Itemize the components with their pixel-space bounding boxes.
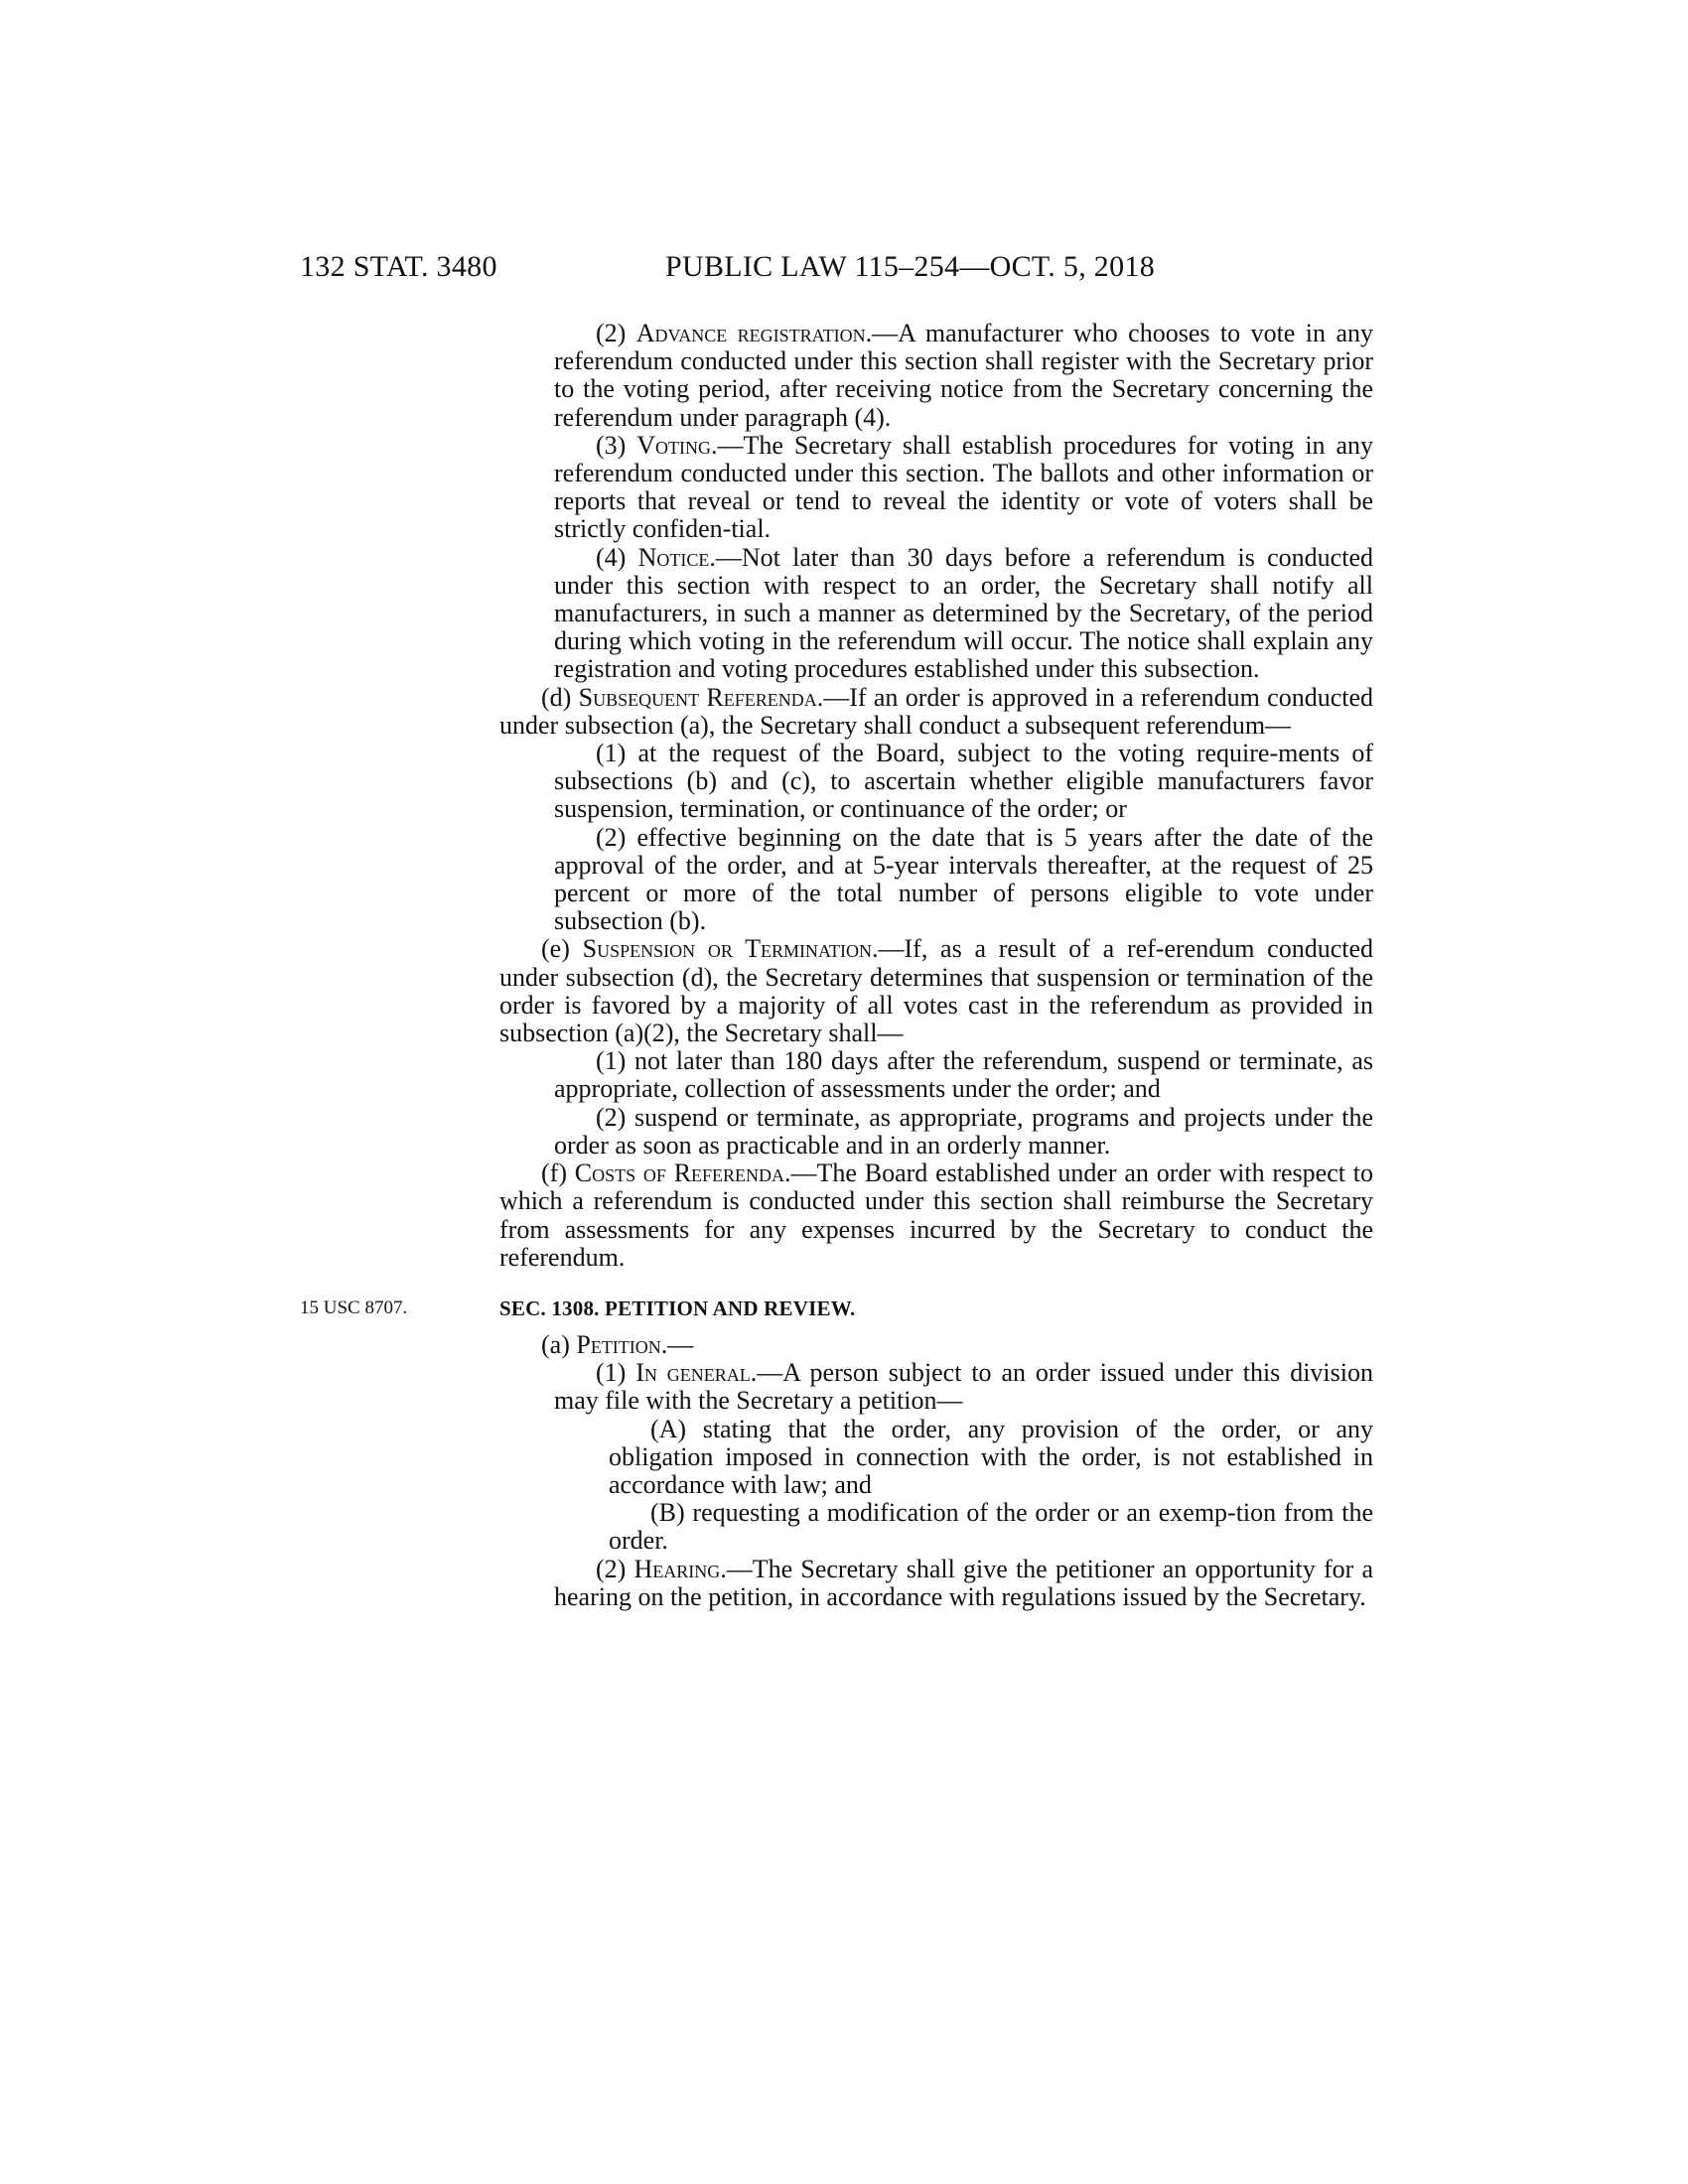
subsection-d bbox=[499, 684, 1373, 740]
subsection-f bbox=[499, 1160, 1373, 1272]
subsection-dash: .— bbox=[660, 1329, 694, 1359]
subsection-heading: Costs of Referenda bbox=[574, 1159, 785, 1188]
paragraph-text: .—Not later than 30 days before a referendum is conducted under this section with respect to an order, the Secretary shall notify all manufacturers, in such a manner as determined by the Secretary, of the period during which voting in the referendum will occur. The notice shall explain any registration and voting procedures established under this subsection. bbox=[554, 542, 1373, 684]
subsection-number: (d) bbox=[541, 682, 579, 712]
paragraph-heading: Notice bbox=[637, 542, 710, 572]
subsection-e bbox=[499, 935, 1373, 1047]
subparagraph-a-A: (A) stating that the order, any provision of the order, or any obligation imposed in connection with the order, is not established in accordance with law; and bbox=[609, 1414, 1373, 1499]
paragraph-text: .—The Secretary shall give the petitioner an opportunity for a hearing on the petition, in accordance with regulations issued by the Secretary. bbox=[554, 1554, 1373, 1611]
paragraph-heading: In general bbox=[635, 1358, 751, 1388]
paragraph-heading: Advance registration bbox=[635, 319, 866, 347]
subsection-text: .—If, as a result of a ref-erendum conducted under subsection (d), the Secretary determines that suspension or termination of the order is favored by a majority of all votes cast in the referendum as provided in subsection (a)(2), the Secretary shall— bbox=[499, 934, 1374, 1048]
paragraph-number: (3) bbox=[596, 430, 637, 460]
subsection-heading: Petition bbox=[576, 1329, 661, 1359]
subsection-heading: Suspension or Termination bbox=[582, 934, 872, 964]
subsection-a bbox=[499, 1331, 1373, 1359]
paragraph-a1 bbox=[499, 1359, 1373, 1415]
statute-citation: 132 STAT. 3480 bbox=[300, 250, 497, 283]
subsection-text: .—The Board established under an order with respect to which a referendum is conducted under this section shall reimburse the Secretary from assessments for any expenses incurred by the Secretary to conduct the referendum. bbox=[499, 1159, 1373, 1272]
paragraph-number: (1) bbox=[596, 1358, 636, 1388]
paragraph-e2: (2) suspend or terminate, as appropriate, programs and projects under the order as soon as practicable and in an orderly manner. bbox=[554, 1102, 1373, 1160]
paragraph-number: (2) bbox=[596, 1554, 634, 1583]
paragraph-c2 bbox=[499, 320, 1373, 432]
subsection-number: (e) bbox=[541, 934, 583, 964]
subparagraph-a-B: (B) requesting a modification of the order or an exemp-tion from the order. bbox=[609, 1498, 1373, 1556]
section-heading: SEC. 1308. PETITION AND REVIEW. bbox=[499, 1296, 856, 1320]
paragraph-text: .—The Secretary shall establish procedures for voting in any referendum conducted under this section. The ballots and other information or reports that reveal or tend to reveal the identity or vote of voters shall be strictly confiden-tial. bbox=[554, 430, 1373, 544]
paragraph-number: (2) bbox=[596, 319, 636, 347]
running-title: PUBLIC LAW 115–254—OCT. 5, 2018 bbox=[665, 250, 1156, 283]
paragraph-number: (4) bbox=[596, 542, 638, 572]
paragraph-c3 bbox=[499, 432, 1373, 544]
paragraph-d1: (1) at the request of the Board, subject to the voting require-ments of subsections (b) and (c), to ascertain whether eligible manufacturers favor suspension, termination, or continuance of the order; or bbox=[554, 739, 1373, 824]
subsection-text: .—If an order is approved in a referendum conducted under subsection (a), the Secretary shall conduct a subsequent referendum— bbox=[499, 682, 1373, 740]
subsection-heading: Subsequent Referenda bbox=[578, 682, 817, 712]
paragraph-a2 bbox=[499, 1556, 1373, 1611]
margin-note: 15 USC 8707. bbox=[300, 1297, 408, 1318]
paragraph-heading: Voting bbox=[636, 430, 711, 460]
paragraph-d2: (2) effective beginning on the date that is 5 years after the date of the approval of the order, and at 5-year intervals thereafter, at the request of 25 percent or more of the total number of persons eligible to vote under subsection (b). bbox=[554, 822, 1373, 936]
paragraph-e1: (1) not later than 180 days after the referendum, suspend or terminate, as appropriate, collection of assessments under the order; and bbox=[554, 1046, 1373, 1104]
section-gap bbox=[499, 1272, 1373, 1292]
paragraph-c4 bbox=[499, 544, 1373, 684]
paragraph-text: .—A person subject to an order issued under this division may file with the Secretary a petition— bbox=[554, 1358, 1373, 1416]
section-heading-row bbox=[300, 1292, 1373, 1331]
paragraph-text: .—A manufacturer who chooses to vote in any referendum conducted under this section shall register with the Secretary prior to the voting period, after receiving notice from the Secretary concerning the referendum under paragraph (4). bbox=[554, 319, 1373, 432]
subsection-number: (f) bbox=[541, 1159, 575, 1188]
document-body bbox=[300, 319, 1374, 1611]
subsection-number: (a) bbox=[541, 1329, 577, 1359]
paragraph-heading: Hearing bbox=[633, 1554, 721, 1583]
